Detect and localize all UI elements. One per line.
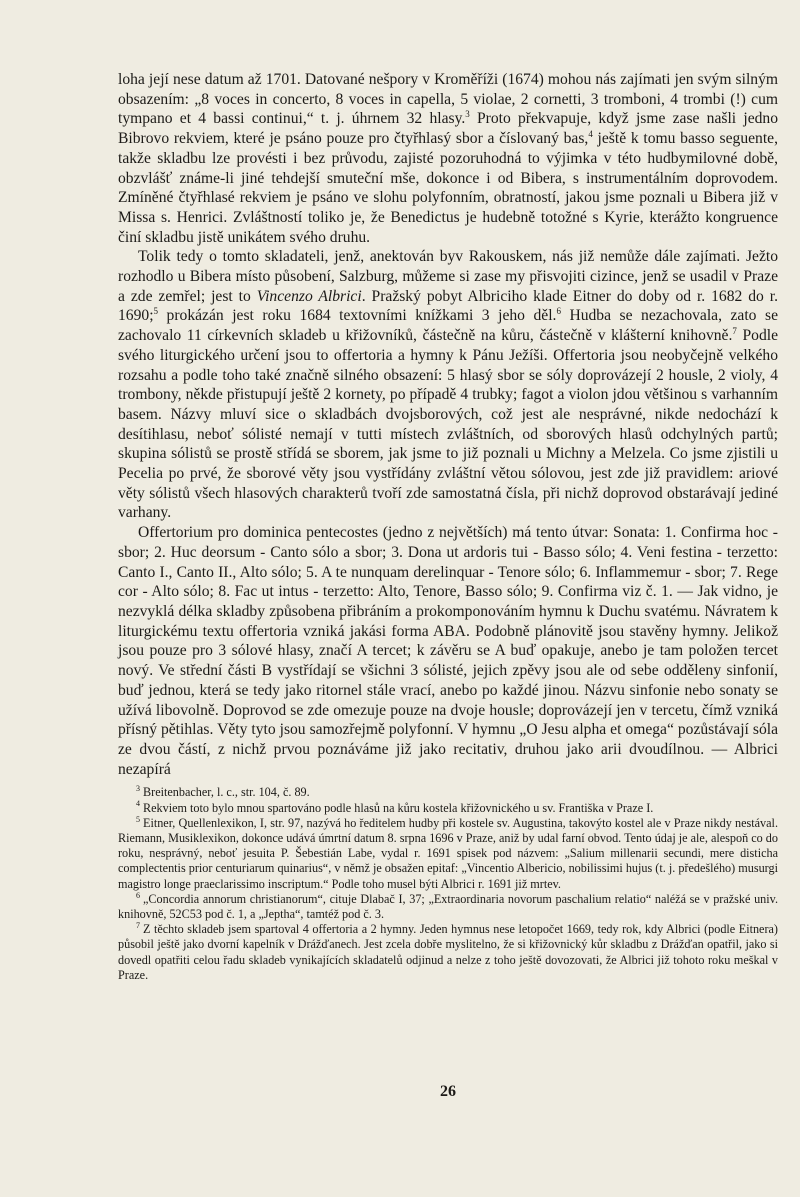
text-run: prokázán jest roku 1684 textovními knížkami 3 jeho děl. bbox=[158, 307, 557, 325]
footnote-number: 3 bbox=[136, 784, 140, 794]
text-run: Proto překvapuje, když jsme zase našli jedno Bibrovo rekviem, které je psáno pouze pro čtyřhlasý sbor a číslovaný bas, bbox=[118, 110, 778, 148]
footnote bbox=[118, 816, 778, 892]
footnote-text: Breitenbacher, l. c., str. 104, č. 89. bbox=[143, 785, 310, 800]
footnote-text: Z těchto skladeb jsem spartoval 4 offertoria a 2 hymny. Jeden hymnus nese letopočet 1669, tedy rok, kdy Albrici (podle Eitnera) působil ještě jako dvorní kapelník v Drážďanech. Jest zcela dobře myslitelno, že si křižovnický kůr skladbu z Drážďan opatřil, jako si dovedl opatřiti celou řadu skladeb vynikajících skladatelů odjinud a nelze z toho ještě dovozovati, že Albrici již tohoto roku meškal v Praze. bbox=[118, 922, 778, 982]
text-run: ještě k tomu basso seguente, takže skladbu lze provésti i bez průvodu, zajisté pozoruhodná to výjimka v této hudbymilovné době, obzvlášť známe-li jiné tehdejší smuteční mše, dokonce i od Bibera, s instrumentálním doprovodem. Zmíněné čtyřhlasé rekviem je psáno ve slohu polyfonním, obratností, jakou jsme poznali u Bibera již v Missa s. Henrici. Zvláštností toliko je, že Benedictus je hudebně totožné s Kyrie, kterážto kongruence činí skladbu jistě unikátem svého druhu. bbox=[118, 130, 778, 246]
footnote-ref: 5 bbox=[153, 306, 159, 317]
footnote-text: „Concordia annorum christianorum“, cituje Dlabač I, 37; „Extraordinaria novorum paschalium relatio“ naléžá se v pražské univ. knihovně, 52C53 pod č. 1, a „Jeptha“, tamtéž pod č. 3. bbox=[118, 891, 778, 921]
text-run: Hudba se nezachovala, zato se zachovalo 11 církevních skladeb u křižovníků, částečně na kůru, částečně v klášterní knihovně. bbox=[118, 307, 778, 345]
footnotes bbox=[118, 785, 778, 983]
footnote-number: 5 bbox=[136, 814, 140, 824]
footnote bbox=[118, 892, 778, 922]
footnote-number: 7 bbox=[136, 921, 140, 931]
text-run: . Pražský pobyt Albriciho klade Eitner do doby od r. 1682 do r. 1690; bbox=[118, 287, 778, 325]
page-content bbox=[118, 70, 778, 1100]
footnote-ref: 6 bbox=[556, 306, 561, 317]
text-run: Podle svého liturgického určení jsou to offertoria a hymny k Pánu Ježíši. Offertoria jsou neobyčejně velkého rozsahu a podle toho také značně silného obsazení: 5 hlasý sbor se sóly doprovázejí 2 housle, 2 violy, 4 trombony, někde přistupují ještě 2 kornety, po případě 4 trubky; fagot a violon jdou většinou s varhanním basem. Názvy mluví sice o skladbách dvojsborových, což jest ale nesprávné, nikde nedochází k desítihlasu, neboť sólisté nemají v tutti místech zvláštních, od sborových hlasů odchylných partů; skupina sólistů se prostě střídá se sborem, jak jsme to již poznali u Michny a Melzela. Co jsme zjistili u Pecelia po prvé, že sborové věty jsou vystřídány zvláštní větou sólovou, jest zde již pravidlem: ariové věty sólistů všech hlasových charakterů tvoří zde samostatná čísla, při nichž doprovod obstarávají jediné varhany. bbox=[118, 327, 778, 522]
footnote-ref: 4 bbox=[588, 128, 593, 139]
footnote-text: Rekviem toto bylo mnou spartováno podle hlasů na kůru kostela křižovnického u sv. Františka v Praze I. bbox=[143, 800, 654, 815]
italic-name: Vincenzo Albrici bbox=[256, 287, 362, 305]
footnote bbox=[118, 801, 778, 816]
footnote-ref: 3 bbox=[465, 109, 470, 120]
text-run: loha její nese datum až 1701. Datované nešpory v Kroměříži (1674) mohou nás zajímati jen svým silným obsazením: „8 voces in concerto, 8 voces in capella, 5 violae, 2 cornetti, 3 tromboni, 4 trombi (!) cum tympano et 4 bassi continui,“ t. j. úhrnem 32 hlasy. bbox=[118, 71, 778, 128]
footnote-text: Eitner, Quellenlexikon, I, str. 97, nazývá ho ředitelem hudby při kostele sv. Augustina, takovýto kostel ale v Praze nikdy nestával. Riemann, Musiklexikon, dokonce udává úmrtní datum 8. srpna 1696 v Praze, aniž by udal farní obvod. Tento údaj je ale, alespoň co do roku, nesprávný, neboť jesuita P. Šebestián Labe, vydal r. 1691 spisek pod názvem: „Salium millenarii secundi, mere disticha complectentis prior centuriarum quinarius“, v němž je obsažen epitaf: „Vincentio Albericio, nobilissimi hujus (t. j. předešlého) musurgi magistro longe praeclarissimo inscriptum.“ Podle toho musel býti Albrici r. 1691 již mrtev. bbox=[118, 815, 778, 891]
text-run: Offertorium pro dominica pentecostes (jedno z největších) má tento útvar: Sonata: 1. Confirma hoc - sbor; 2. Huc deorsum - Canto sólo a sbor; 3. Dona ut ardoris tui - Basso sólo; 4. Veni festina - terzetto: Canto I., Canto II., Alto sólo; 5. A te nunquam derelinquar - Tenore sólo; 6. Inflammemur - sbor; 7. Rege cor - Alto sólo; 8. Fac ut intus - terzetto: Alto, Tenore, Basso sólo; 9. Confirma viz č. 1. — Jak vidno, je nezvyklá délka skladby způsobena přibráním a prokomponováním hymnu k Duchu svatému. Návratem k liturgickému textu offertoria vzniká jakási forma ABA. Podobně plánovitě jsou stavěny hymny. Jelikož jsou pouze pro 3 sólové hlasy, značí A tercet; k závěru se A buď opakuje, anebo je tam položen tercet nový. Ve střední části B vystřídají se všichni 3 sólisté, jejich zpěvy jsou ale od sebe odděleny sinfonií, buď jednou, která se tedy jako ritornel stále vrací, anebo po každé jinou. Názvu sinfonie nebo sonaty se užívá libovolně. Doprovod se zde omezuje pouze na dvoje housle; doprovázejí jen v tercetu, čímž vzniká přísný pětihlas. Věty tyto jsou samozřejmě polyfonní. V hymnu „O Jesu alpha et omega“ pozůstávají sóla ze dvou částí, z nichž prvou poznáváme již jako recitativ, druhou jako arii dvoudílnou. — Albrici nezapírá bbox=[118, 524, 778, 778]
body-text bbox=[118, 70, 778, 779]
text-run: Tolik tedy o tomto skladateli, jenž, anektován byv Rakouskem, nás již nemůže dále zajímati. Ježto rozhodlo u Bibera místo působení, Salzburg, můžeme si zase my přisvojiti cizince, jenž se usadil v Praze a zde zemřel; jest to bbox=[118, 248, 778, 305]
footnote bbox=[118, 922, 778, 983]
page-number: 26 bbox=[440, 1083, 456, 1100]
footnote-number: 4 bbox=[136, 799, 140, 809]
paragraph bbox=[118, 247, 778, 523]
paragraph bbox=[118, 70, 778, 247]
footnote bbox=[118, 785, 778, 800]
paragraph bbox=[118, 523, 778, 779]
footnote-ref: 7 bbox=[732, 325, 737, 336]
footnote-number: 6 bbox=[136, 890, 140, 900]
